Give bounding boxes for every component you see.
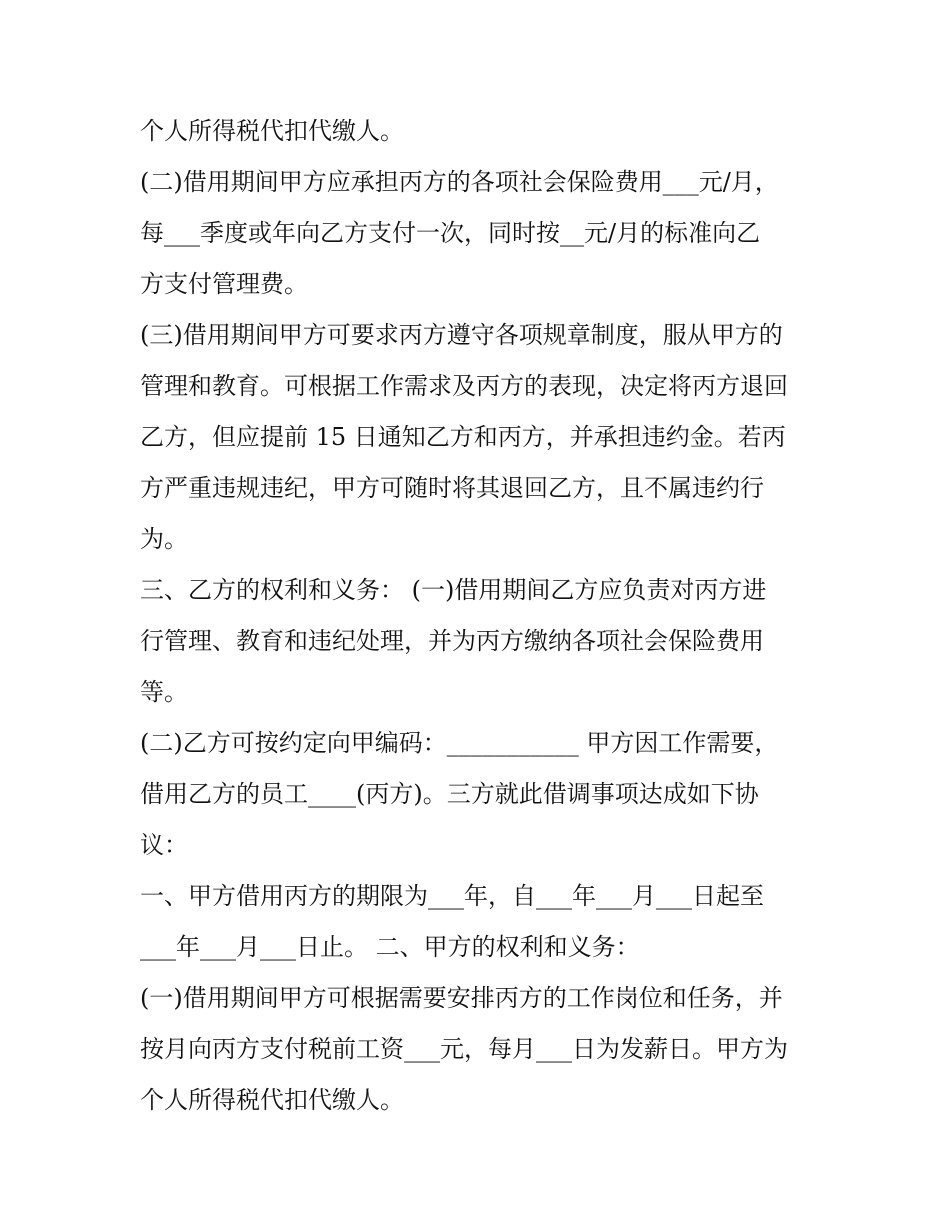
text-line: 按月向丙方支付税前工资___元，每月___日为发薪日。甲方为 — [140, 1035, 788, 1063]
text-line: 一、甲方借用丙方的期限为___年，自___年___月___日起至 — [140, 882, 764, 910]
text-line: 等。 — [140, 678, 188, 706]
text-line: 为。 — [140, 525, 188, 553]
text-line: 三、乙方的权利和义务： (一)借用期间乙方应负责对丙方进 — [140, 576, 767, 604]
text-line: 个人所得税代扣代缴人。 — [140, 117, 404, 145]
text-line: 乙方，但应提前 15 日通知乙方和丙方，并承担违约金。若丙 — [140, 423, 786, 451]
text-line: 管理和教育。可根据工作需求及丙方的表现，决定将丙方退回 — [140, 372, 788, 400]
text-line: 个人所得税代扣代缴人。 — [140, 1086, 404, 1114]
text-line: 方严重违规违纪，甲方可随时将其退回乙方，且不属违约行 — [140, 474, 764, 502]
document-body — [140, 106, 820, 1126]
text-line: 方支付管理费。 — [140, 270, 308, 298]
text-line: 每___季度或年向乙方支付一次，同时按__元/月的标准向乙 — [140, 219, 761, 247]
text-line: ___年___月___日止。 二、甲方的权利和义务： — [140, 933, 640, 961]
text-line: (一)借用期间甲方可根据需要安排丙方的工作岗位和任务，并 — [140, 984, 783, 1012]
text-line: (二)乙方可按约定向甲编码：___________ 甲方因工作需要， — [140, 729, 779, 757]
text-line: 行管理、教育和违纪处理，并为丙方缴纳各项社会保险费用 — [140, 627, 764, 655]
text-line: (三)借用期间甲方可要求丙方遵守各项规章制度，服从甲方的 — [140, 321, 783, 349]
text-line: 议： — [140, 831, 188, 859]
text-line: (二)借用期间甲方应承担丙方的各项社会保险费用___元/月， — [140, 168, 779, 196]
text-line: 借用乙方的员工____(丙方)。三方就此借调事项达成如下协 — [140, 780, 759, 808]
